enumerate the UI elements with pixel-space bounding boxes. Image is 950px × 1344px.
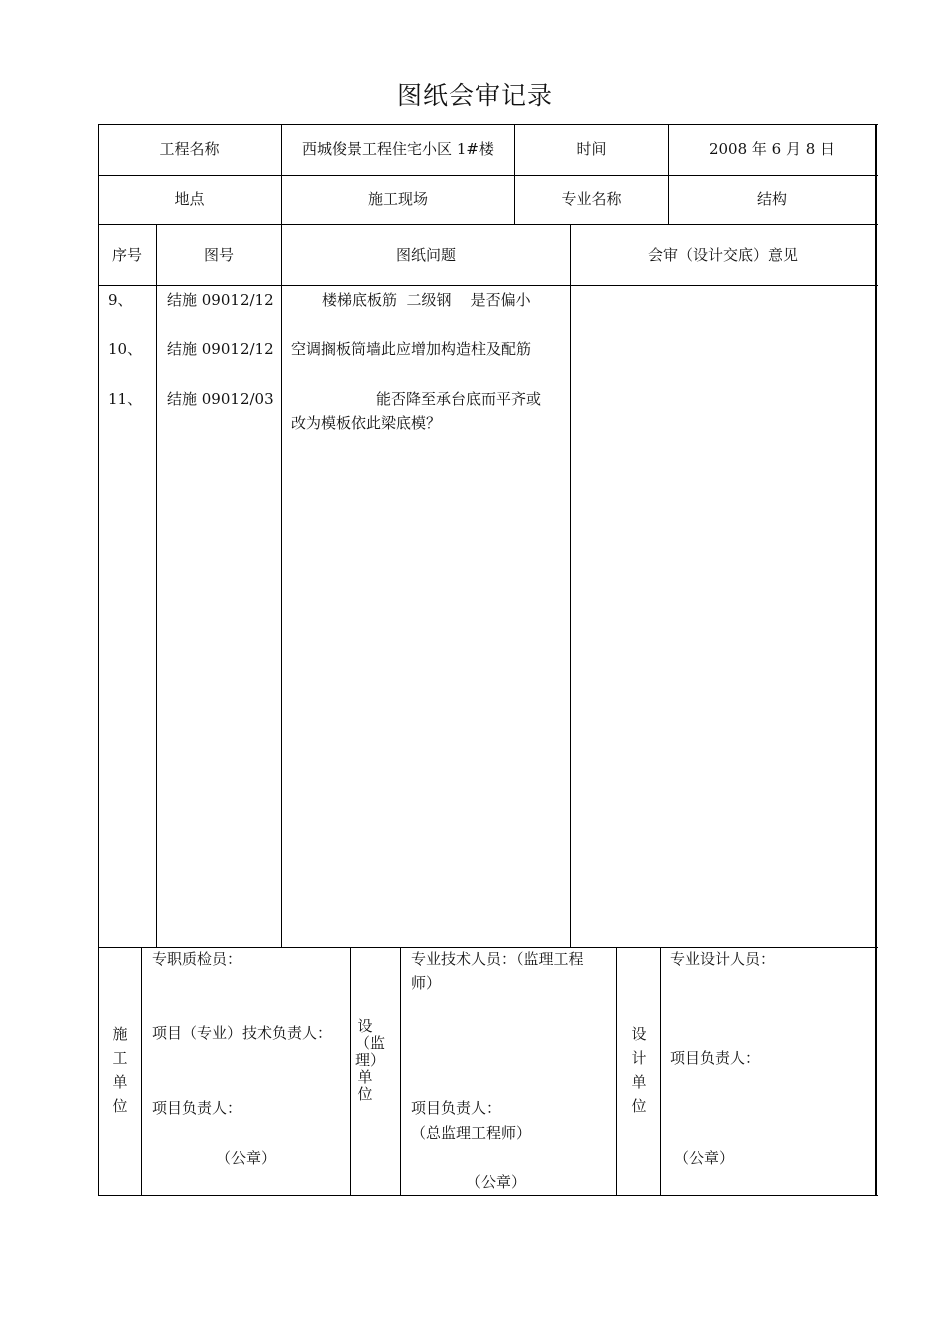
time-label: 时间 (576, 140, 607, 158)
chief-supervisor-label: （总监理工程师） (411, 1124, 532, 1142)
supervision-unit-label: 设（监理）单位 (355, 1017, 386, 1103)
row-drawing-no: 结施 09012/12 (167, 340, 274, 358)
specialty-value: 结构 (756, 190, 787, 208)
construction-project-lead-label: 项目负责人： (152, 1099, 243, 1117)
row-drawing-no: 结施 09012/03 (167, 390, 274, 408)
rule-header-2 (98, 224, 878, 225)
location-value: 施工现场 (367, 190, 428, 208)
time-value: 2008 年 6 月 8 日 (708, 140, 836, 158)
review-record-table (98, 124, 878, 1196)
vrule-sig-4 (616, 947, 617, 1196)
vrule-seq (156, 224, 157, 947)
project-name-value: 西城俊景工程住宅小区 1#楼 (302, 140, 494, 158)
vrule-sig-5 (660, 947, 661, 1196)
table-border-top (98, 124, 878, 125)
project-name-label: 工程名称 (159, 140, 220, 158)
supervision-tech-staff-label: 专业技术人员：（监理工程 (411, 950, 584, 968)
supervision-tech-staff-label-continued: 师） (411, 974, 442, 992)
row-issue-continued: 改为模板依此梁底模？ (291, 414, 442, 432)
rule-header-1 (98, 175, 878, 176)
vrule-drawing (281, 285, 282, 947)
specialty-label: 专业名称 (561, 190, 622, 208)
column-header-issue: 图纸问题 (395, 246, 456, 264)
tech-lead-label: 项目（专业）技术负责人： (152, 1024, 333, 1042)
row-issue: 能否降至承台底而平齐或 (376, 390, 542, 408)
supervision-seal: （公章） (465, 1173, 526, 1191)
page-title: 图纸会审记录 (396, 81, 553, 110)
qc-inspector-label: 专职质检员： (152, 950, 243, 968)
row-seq: 10、 (108, 340, 143, 358)
row-seq: 9、 (108, 291, 133, 309)
design-project-lead-label: 项目负责人： (670, 1049, 761, 1067)
column-header-seq: 序号 (111, 246, 142, 264)
row-drawing-no: 结施 09012/12 (167, 291, 274, 309)
vrule-issue (570, 224, 571, 947)
vrule-sig-3 (400, 947, 401, 1196)
supervision-project-lead-label: 项目负责人： (411, 1099, 502, 1117)
column-header-drawing-no: 图号 (203, 246, 234, 264)
location-label: 地点 (174, 190, 205, 208)
row-issue: 空调搁板筒墙此应增加构造柱及配筋 (291, 340, 532, 358)
column-header-opinion: 会审（设计交底）意见 (647, 246, 798, 264)
design-unit-label: 设计单位 (631, 1025, 647, 1115)
rule-columns (98, 285, 878, 286)
design-seal: （公章） (674, 1149, 735, 1167)
row-seq: 11、 (108, 390, 143, 408)
row-issue: 楼梯底板筋 二级钢 是否偏小 (322, 291, 531, 309)
table-border-bottom (98, 1195, 878, 1196)
construction-seal: （公章） (215, 1149, 276, 1167)
construction-unit-label: 施工单位 (112, 1025, 128, 1115)
designer-label: 专业设计人员： (670, 950, 776, 968)
vrule-sig-2 (350, 947, 351, 1196)
